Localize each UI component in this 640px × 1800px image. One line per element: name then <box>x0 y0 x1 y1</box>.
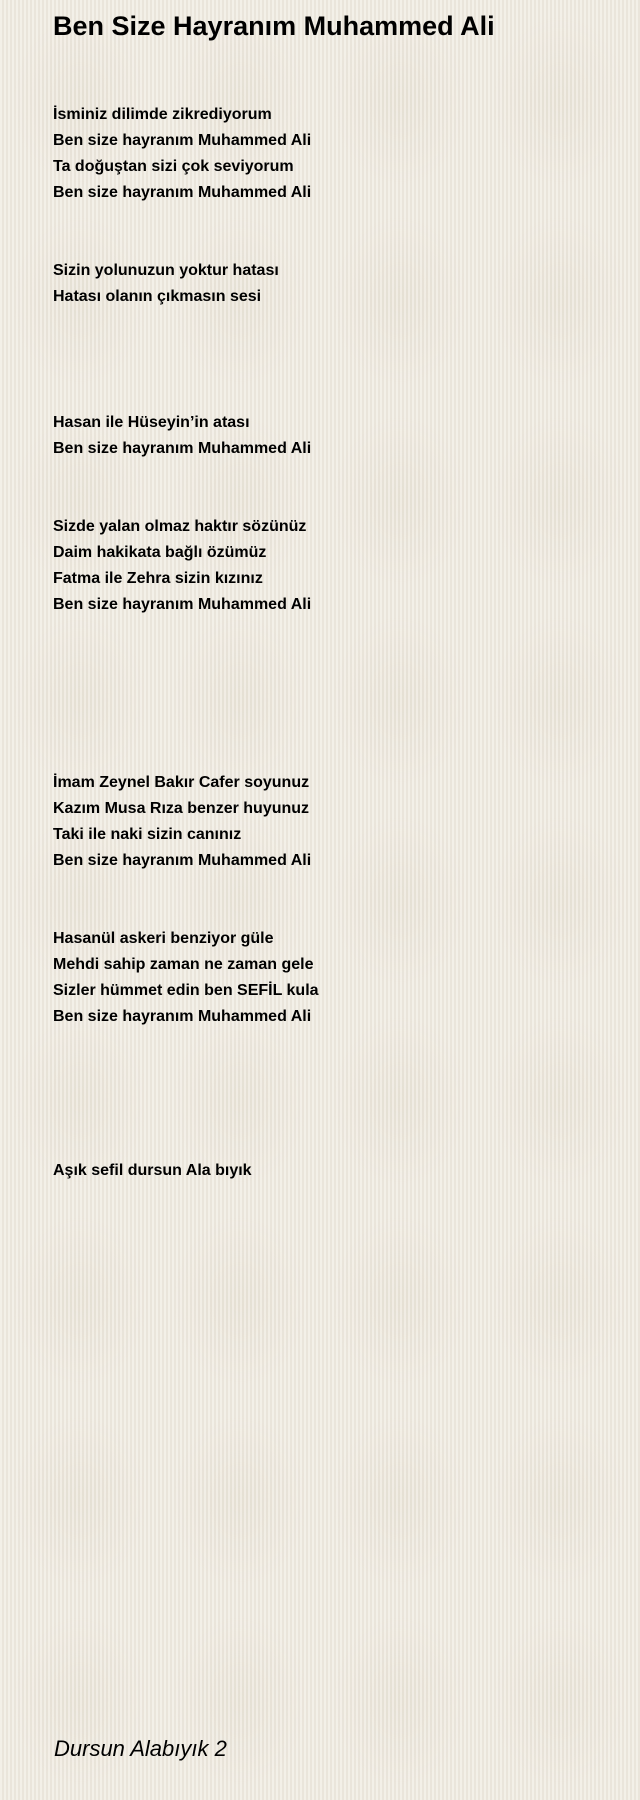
poem-line: Fatma ile Zehra sizin kızınız <box>53 570 263 587</box>
poem-line: Kazım Musa Rıza benzer huyunuz <box>53 800 310 817</box>
poem-line: Ben size hayranım Muhammed Ali <box>53 184 312 201</box>
author-name: Dursun Alabıyık 2 <box>54 1736 227 1761</box>
poem-line: Taki ile naki sizin canınız <box>53 826 242 843</box>
poem-line: Sizler hümmet edin ben SEFİL kula <box>53 982 319 999</box>
poem-line: Ben size hayranım Muhammed Ali <box>53 852 312 869</box>
poem-line: Ben size hayranım Muhammed Ali <box>53 132 312 149</box>
poem-line: Hatası olanın çıkmasın sesi <box>53 288 262 305</box>
poem-line: Hasan ile Hüseyin’in atası <box>53 414 250 431</box>
poem-line: Sizde yalan olmaz haktır sözünüz <box>53 518 307 535</box>
poem-title: Ben Size Hayranım Muhammed Ali <box>53 11 495 41</box>
poem-line: Ta doğuştan sizi çok seviyorum <box>53 158 294 175</box>
poem-line: İsminiz dilimde zikrediyorum <box>53 106 272 123</box>
poem-line: Mehdi sahip zaman ne zaman gele <box>53 956 314 973</box>
poem-line: İmam Zeynel Bakır Cafer soyunuz <box>53 774 310 791</box>
poem-line: Daim hakikata bağlı özümüz <box>53 544 267 561</box>
poem-line: Ben size hayranım Muhammed Ali <box>53 440 312 457</box>
poem-line: Ben size hayranım Muhammed Ali <box>53 596 312 613</box>
poem-line: Hasanül askeri benziyor güle <box>53 930 274 947</box>
poem-signature-line: Aşık sefil dursun Ala bıyık <box>53 1162 252 1179</box>
poem-line: Sizin yolunuzun yoktur hatası <box>53 262 279 279</box>
poem-line: Ben size hayranım Muhammed Ali <box>53 1008 312 1025</box>
